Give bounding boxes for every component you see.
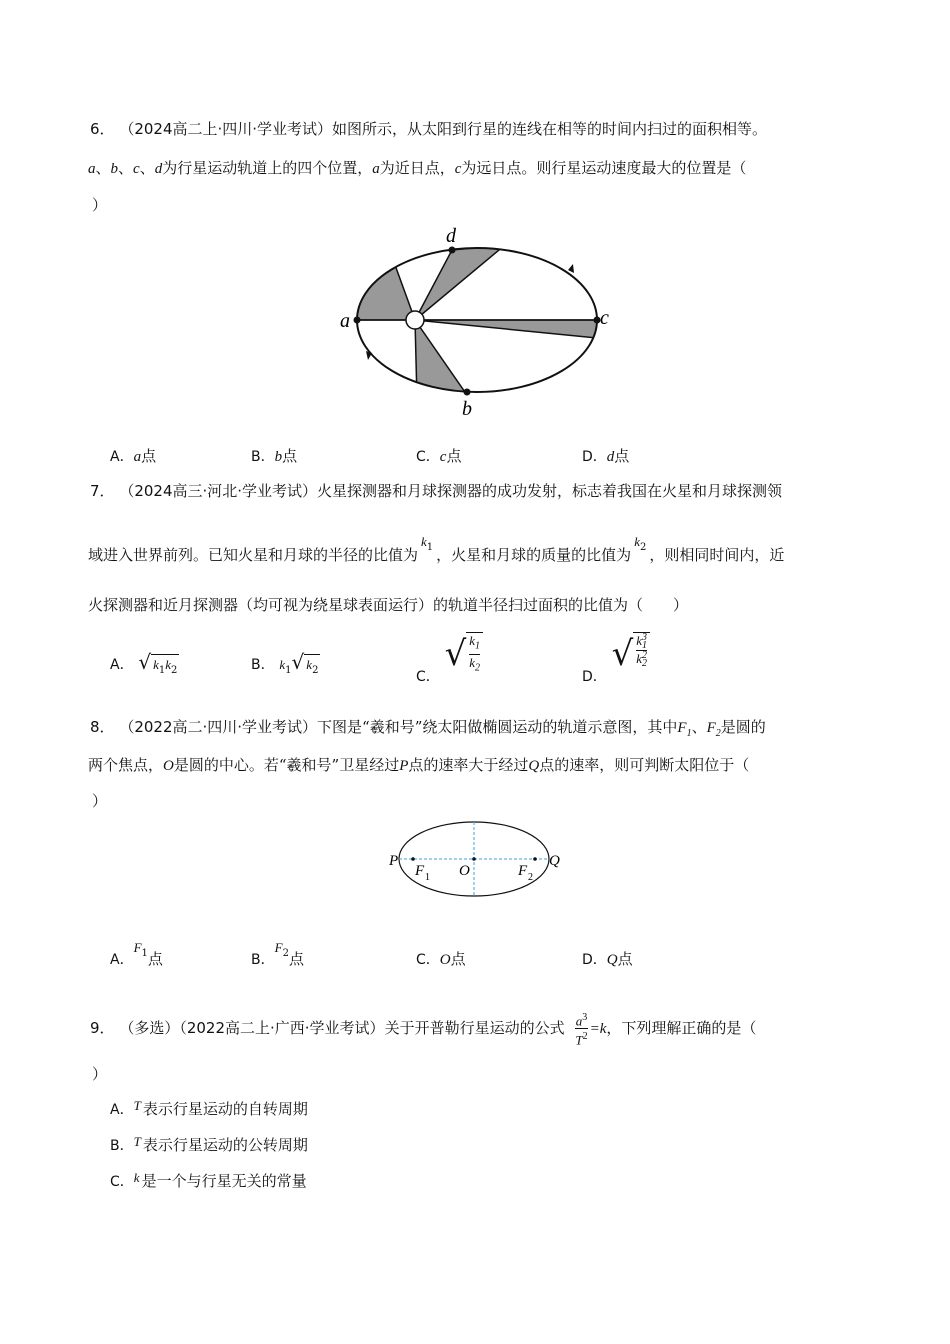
- option-text: 表示行星运动的公转周期: [142, 1136, 308, 1154]
- var-k: k: [469, 633, 476, 648]
- point-b: [464, 389, 471, 396]
- subscript: 2: [171, 665, 178, 676]
- option-var: d: [606, 449, 615, 465]
- kepler-formula: [575, 1010, 587, 1048]
- question-stem: 点的速率大于经过: [408, 756, 529, 774]
- var-p: P: [399, 758, 409, 774]
- option-text: 点: [147, 950, 163, 968]
- label-d: d: [446, 225, 456, 247]
- question-stem: 为近日点，: [379, 159, 455, 177]
- var-c: c: [133, 161, 140, 177]
- xihe-orbit-figure: [385, 818, 575, 900]
- sqrt-radicand: [466, 632, 483, 675]
- subscript: 2: [715, 728, 721, 739]
- separator: 、: [95, 159, 111, 177]
- question-stem: 点的速率，则可判断太阳位于（: [539, 756, 750, 774]
- numerator: [469, 633, 480, 654]
- separator: 、: [118, 159, 134, 177]
- sector-near-c: [415, 320, 597, 338]
- option-text: 点: [614, 447, 630, 465]
- question-7-line1: [90, 480, 782, 501]
- sqrt-icon: √: [611, 634, 634, 674]
- question-source: （2022高二·四川·学业考试）: [119, 718, 318, 736]
- subscript: 1: [642, 640, 648, 652]
- label-q: Q: [549, 853, 560, 869]
- label-b: b: [462, 398, 472, 420]
- var-b: b: [110, 161, 119, 177]
- question-stem: 关于开普勒行星运动的公式: [384, 1018, 565, 1037]
- superscript: 3: [582, 1012, 588, 1023]
- option-letter: C．: [416, 952, 440, 968]
- var-k: k: [634, 534, 640, 549]
- orbit-figure: [330, 220, 630, 420]
- question-7-line3: [88, 594, 688, 615]
- option-a[interactable]: [110, 1098, 308, 1119]
- question-6-line2: [88, 157, 746, 178]
- sun: [406, 311, 424, 329]
- var-k: k: [279, 657, 286, 672]
- question-stem: 是圆的中心。若“羲和号”卫星经过: [173, 756, 400, 774]
- question-8-close: [92, 790, 107, 811]
- question-stem: 下图是“羲和号”绕太阳做椭圆运动的轨道示意图，其中: [317, 718, 678, 736]
- question-stem: ，火星和月球的质量的比值为: [436, 546, 632, 564]
- option-b[interactable]: [251, 445, 297, 466]
- question-number: 7．: [90, 482, 115, 500]
- label-c: c: [600, 307, 609, 329]
- point-a: [354, 317, 361, 324]
- label-o: O: [459, 863, 470, 879]
- point-d: [449, 247, 456, 254]
- option-letter: D．: [582, 669, 607, 685]
- var-c: c: [454, 161, 462, 177]
- var-f: F: [677, 720, 687, 736]
- label-a: a: [340, 310, 350, 332]
- var-k: k: [636, 633, 643, 648]
- sqrt-radicand: [151, 654, 179, 676]
- option-text: 点: [288, 950, 304, 968]
- superscript: 2: [642, 650, 648, 662]
- f1-symbol: [133, 938, 148, 959]
- option-var: O: [439, 952, 451, 968]
- sqrt-icon: √: [444, 634, 467, 674]
- var-k: k: [165, 657, 172, 672]
- var-k: k: [153, 657, 159, 672]
- sector-near-a: [350, 265, 415, 320]
- sector-near-d: [415, 245, 505, 320]
- question-number: 6．: [90, 120, 115, 138]
- subscript: 1: [285, 665, 292, 676]
- question-9-close: [92, 1063, 107, 1084]
- subscript: 1: [475, 640, 481, 652]
- label-p: P: [389, 853, 399, 869]
- denominator: [575, 1028, 587, 1047]
- option-var: T: [133, 1098, 141, 1113]
- label-f1: F: [415, 863, 425, 879]
- question-stem: 为行星运动轨道上的四个位置，: [162, 159, 373, 177]
- separator: 、: [139, 159, 155, 177]
- subscript: 2: [282, 948, 289, 959]
- option-a[interactable]: [110, 650, 179, 676]
- option-var: a: [133, 449, 142, 465]
- var-a: a: [372, 161, 380, 177]
- var-t: T: [575, 1032, 583, 1048]
- option-letter: C．: [416, 449, 440, 465]
- option-c[interactable]: [416, 948, 466, 969]
- question-stem: ，则相同时间内，近: [649, 546, 785, 564]
- option-text: 点: [617, 950, 633, 968]
- question-stem: ，下列理解正确的是（: [606, 1018, 757, 1037]
- k2-symbol: [634, 532, 647, 553]
- option-d[interactable]: [582, 628, 650, 685]
- question-9-line1: [90, 1010, 756, 1048]
- option-c[interactable]: [416, 628, 483, 685]
- question-6-line1: [90, 118, 767, 139]
- question-source: （2024高三·河北·学业考试）: [119, 482, 318, 500]
- label-f2-sub: 2: [528, 872, 533, 883]
- question-stem: 如图所示，从太阳到行星的连线在相等的时间内扫过的面积相等。: [332, 120, 768, 138]
- option-var: b: [274, 449, 283, 465]
- sqrt-radicand: [304, 654, 320, 676]
- point-p: [411, 857, 415, 861]
- label-f2: F: [518, 863, 528, 879]
- option-a[interactable]: [110, 445, 156, 466]
- option-letter: C．: [110, 1174, 134, 1190]
- paren-close: ）: [92, 196, 108, 214]
- question-stem: 火探测器和近月探测器（均可视为绕星球表面运行）的轨道半径扫过面积的比值为（ ）: [88, 596, 689, 614]
- numerator: [575, 1010, 587, 1028]
- question-stem: 两个焦点，: [88, 756, 164, 774]
- option-text: 点: [282, 447, 298, 465]
- var-q: Q: [528, 758, 540, 774]
- option-letter: B．: [251, 952, 275, 968]
- question-tag: （多选）: [119, 1018, 180, 1037]
- question-8-line2: [88, 754, 749, 775]
- option-text: 点: [446, 447, 462, 465]
- formula-equals: =k: [589, 1020, 607, 1037]
- option-letter: A．: [110, 657, 134, 673]
- sqrt-icon: √: [138, 650, 152, 674]
- question-number: 9．: [90, 1018, 115, 1037]
- arrow-lower-left: [366, 351, 372, 360]
- var-f: F: [133, 940, 142, 955]
- denominator: [636, 650, 647, 668]
- question-8-line1: [90, 716, 766, 739]
- subscript: 1: [426, 542, 434, 553]
- option-b[interactable]: [251, 650, 320, 676]
- var-k: k: [421, 534, 427, 549]
- option-letter: D．: [582, 952, 607, 968]
- question-stem: 域进入世界前列。已知火星和月球的半径的比值为: [88, 546, 419, 564]
- sup-sub-stack: [642, 634, 647, 650]
- subscript: 1: [141, 948, 148, 959]
- sup-sub-stack: [642, 652, 647, 668]
- option-text: 点: [450, 950, 466, 968]
- option-b[interactable]: [251, 940, 304, 971]
- option-letter: B．: [251, 449, 275, 465]
- subscript: 2: [639, 542, 647, 553]
- var-k: k: [636, 651, 643, 667]
- subscript: 1: [686, 728, 692, 739]
- k1-symbol: [421, 532, 434, 553]
- subscript: 2: [642, 658, 648, 670]
- option-letter: D．: [582, 449, 607, 465]
- option-d[interactable]: [582, 948, 633, 969]
- paren-close: ）: [92, 1065, 108, 1083]
- f2-symbol: [274, 938, 289, 959]
- var-d: d: [154, 161, 163, 177]
- sqrt-icon: √: [291, 650, 305, 674]
- sqrt-radicand: [633, 632, 650, 668]
- option-b[interactable]: [110, 1134, 308, 1155]
- var-f: F: [274, 940, 283, 955]
- fraction: [469, 633, 480, 675]
- question-source: （2022高二上·广西·学业考试）: [179, 1018, 385, 1037]
- option-var: k: [133, 1170, 140, 1185]
- var-a: a: [575, 1013, 583, 1029]
- fraction: [636, 633, 647, 668]
- option-letter: C．: [416, 669, 440, 685]
- question-source: （2024高二上·四川·学业考试）: [119, 120, 333, 138]
- option-a[interactable]: [110, 940, 163, 971]
- option-var: T: [133, 1134, 141, 1149]
- option-text: 点: [141, 447, 157, 465]
- var-k: k: [469, 654, 476, 670]
- option-letter: B．: [110, 1138, 134, 1154]
- separator: 、: [691, 718, 707, 736]
- subscript: 1: [158, 665, 166, 676]
- question-7-line2: [88, 534, 785, 567]
- subscript: 2: [475, 662, 481, 674]
- option-var: c: [439, 449, 447, 465]
- question-stem: 为远日点。则行星运动速度最大的位置是（: [461, 159, 747, 177]
- var-a: a: [88, 161, 96, 177]
- question-6-close: [92, 194, 107, 215]
- option-letter: A．: [110, 952, 134, 968]
- option-c[interactable]: [416, 445, 461, 466]
- arrow-upper-right: [568, 264, 574, 273]
- superscript: 3: [642, 632, 648, 644]
- var-k: k: [306, 657, 313, 672]
- superscript: 2: [582, 1031, 588, 1043]
- var-o: O: [163, 758, 174, 774]
- option-var: Q: [606, 952, 618, 968]
- label-f1-sub: 1: [425, 872, 430, 883]
- question-stem: 是圆的: [720, 718, 766, 736]
- option-d[interactable]: [582, 445, 629, 466]
- question-number: 8．: [90, 718, 115, 736]
- option-text: 是一个与行星无关的常量: [141, 1172, 307, 1190]
- point-o: [472, 857, 476, 861]
- question-stem: 火星探测器和月球探测器的成功发射，标志着我国在火星和月球探测领: [317, 482, 783, 500]
- option-letter: A．: [110, 449, 134, 465]
- paren-close: ）: [92, 792, 108, 810]
- option-c[interactable]: [110, 1170, 307, 1191]
- option-text: 表示行星运动的自转周期: [142, 1100, 308, 1118]
- subscript: 2: [312, 665, 319, 676]
- option-letter: A．: [110, 1102, 134, 1118]
- var-f: F: [706, 720, 716, 736]
- point-q: [533, 857, 537, 861]
- option-letter: B．: [251, 657, 275, 673]
- numerator: [636, 633, 647, 650]
- denominator: [469, 654, 480, 676]
